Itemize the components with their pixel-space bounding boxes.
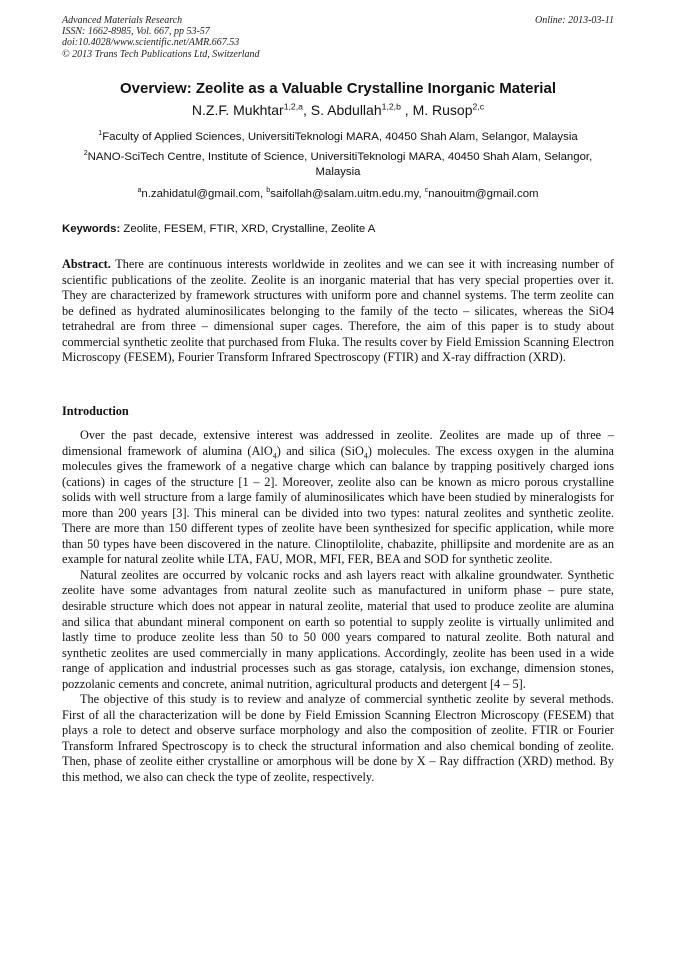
author-name: N.Z.F. Mukhtar	[191, 102, 284, 118]
author-list: N.Z.F. Mukhtar$^{1,2,a}$, S. Abdullah$^{1,2,b}$ , M. Rusop$^{2,c}$	[191, 101, 485, 118]
email-link[interactable]: nanouitm@gmail.com	[428, 188, 539, 200]
email-link[interactable]: n.zahidatul@gmail.com	[141, 188, 260, 200]
intro-text: ) and silica (SiO	[276, 443, 364, 458]
subscript: 4	[272, 451, 277, 460]
affiliation-2	[62, 150, 614, 180]
author-emails: $^a$n.zahidatul@gmail.com, $^b$saifollah@salam.uitm.edu.my, $^c$nanouitm@gmail.com	[137, 187, 539, 200]
intro-paragraph-3: The objective of this study is to review and analyze of commercial synthetic zeolite by several methods. First of all the characterization will be done by Field Emission Scanning Electron Microscopy (FESEM) that plays a role to detect and observe surface morphology and also the composition of zeolite. FTIR or Fourier Transform Infrared Spectroscopy is to check the structural information and also chemical bonding of zeolite. Then, phase of zeolite either crystalline or amorphous will be done by X – Ray diffraction (XRD) method. By this method, we also can check the type of zeolite, respectively.	[62, 692, 614, 785]
abstract-label: Abstract.	[62, 257, 111, 271]
intro-text: ) molecules. The excess oxygen in the alumina molecules gives the framework of a negative charge which can balance by trapping positively charged ions (cations) in cages of the structure [1 – 2]. Moreover, zeolite also can be known as micro porous crystalline solids with well structure from a large family of aluminosilicates which have been studied by mineralogists for more than 200 years [3]. This mineral can be divided into two types: natural zeolites and synthetic zeolite. There are more than 150 different types of zeolite have been synthesized for specific application, while more than 50 types have been discovered in the nature. Clinoptilolite, chabazite, phillipsite and mordenite are as an example for natural zeolite while LTA, FAU, MOR, MFI, FER, BEA and SOD for synthetic zeolite.	[62, 443, 614, 567]
affiliation-mark: 1	[98, 130, 103, 138]
abstract-text: There are continuous interests worldwide in zeolites and we can see it with increasing number of scientific publications of the zeolite. Zeolite is an inorganic material that has very special properties over it. They are characterized by framework structures with uniform pore and channel systems. The term zeolite can be defined as hydrated aluminosilicates belonging to the family of the tecto – silicates, whereas the SiO4 tetrahedral are from three – dimensional super cages. Therefore, the aim of this paper is to study about commercial synthetic zeolite that purchased from Fluka. The results cover by Field Emission Scanning Electron Microscopy (FESEM), Fourier Transform Infrared Spectroscopy (FTIR) and X-ray diffraction (XRD).	[62, 257, 614, 365]
journal-name: Advanced Materials Research	[62, 15, 183, 26]
section-heading-introduction: Introduction	[62, 404, 129, 418]
keywords	[62, 222, 614, 237]
keywords-text: Zeolite, FESEM, FTIR, XRD, Crystalline, Zeolite A	[123, 223, 376, 235]
email-mark: b	[266, 187, 271, 195]
author-affiliation-mark: 2,c	[472, 101, 485, 112]
intro-paragraph-2: Natural zeolites are occurred by volcanic rocks and ash layers react with alkaline groundwater. Synthetic zeolite have some advantages from natural zeolite such as manufactured in uniform phase – pure state, desirable structure which does not appear in natural zeolite, material that used to produce zeolite are alumina and silica that abundant mineral component on earth so potential to supply zeolite is virtually unlimited and lastly time to produce zeolite less than 50 to 50 000 years compared to natural zeolite. Both natural and synthetic zeolites are used commercially in many applications. Accordingly, zeolite has been used in a wide range of application and industrial processes such as gas storage, catalysis, ion exchange, dimension stones, pozzolanic cements and concrete, animal nutrition, agricultural products and detergent [4 – 5].	[62, 567, 614, 691]
subscript: 4	[363, 451, 368, 460]
affiliation-mark: 2	[83, 150, 88, 158]
email-mark: c	[424, 187, 429, 195]
author-name: S. Abdullah	[310, 102, 382, 118]
author-affiliation-mark: 1,2,b	[381, 101, 401, 112]
online-date: Online: 2013-03-11	[535, 15, 614, 26]
journal-copyright: © 2013 Trans Tech Publications Ltd, Switzerland	[62, 48, 260, 60]
journal-issn: ISSN: 1662-8985, Vol. 667, pp 53-57	[62, 26, 210, 38]
keywords-label: Keywords:	[62, 223, 121, 235]
affiliation-text: Faculty of Applied Sciences, UniversitiTeknologi MARA, 40450 Shah Alam, Selangor, Malaysia	[102, 131, 578, 143]
author-affiliation-mark: 1,2,a	[283, 101, 303, 112]
intro-paragraph-1	[62, 428, 614, 568]
journal-doi: doi:10.4028/www.scientific.net/AMR.667.53	[62, 37, 240, 49]
intro-text: Over the past decade, extensive interest was addressed in zeolite. Zeolites are made up of three – dimensional framework of alumina (AlO	[62, 428, 614, 458]
email-mark: a	[137, 187, 142, 195]
abstract	[62, 257, 614, 366]
introduction-body	[62, 428, 614, 786]
affiliation-text: NANO-SciTech Centre, Institute of Science, UniversitiTeknologi MARA, 40450 Shah Alam, Selangor, Malaysia	[87, 151, 593, 178]
paper-title: Overview: Zeolite as a Valuable Crystalline Inorganic Material	[119, 80, 556, 97]
author-name: M. Rusop	[412, 102, 473, 118]
email-link[interactable]: saifollah@salam.uitm.edu.my	[270, 188, 419, 200]
affiliation-1	[62, 130, 614, 145]
journal-header	[62, 15, 614, 60]
